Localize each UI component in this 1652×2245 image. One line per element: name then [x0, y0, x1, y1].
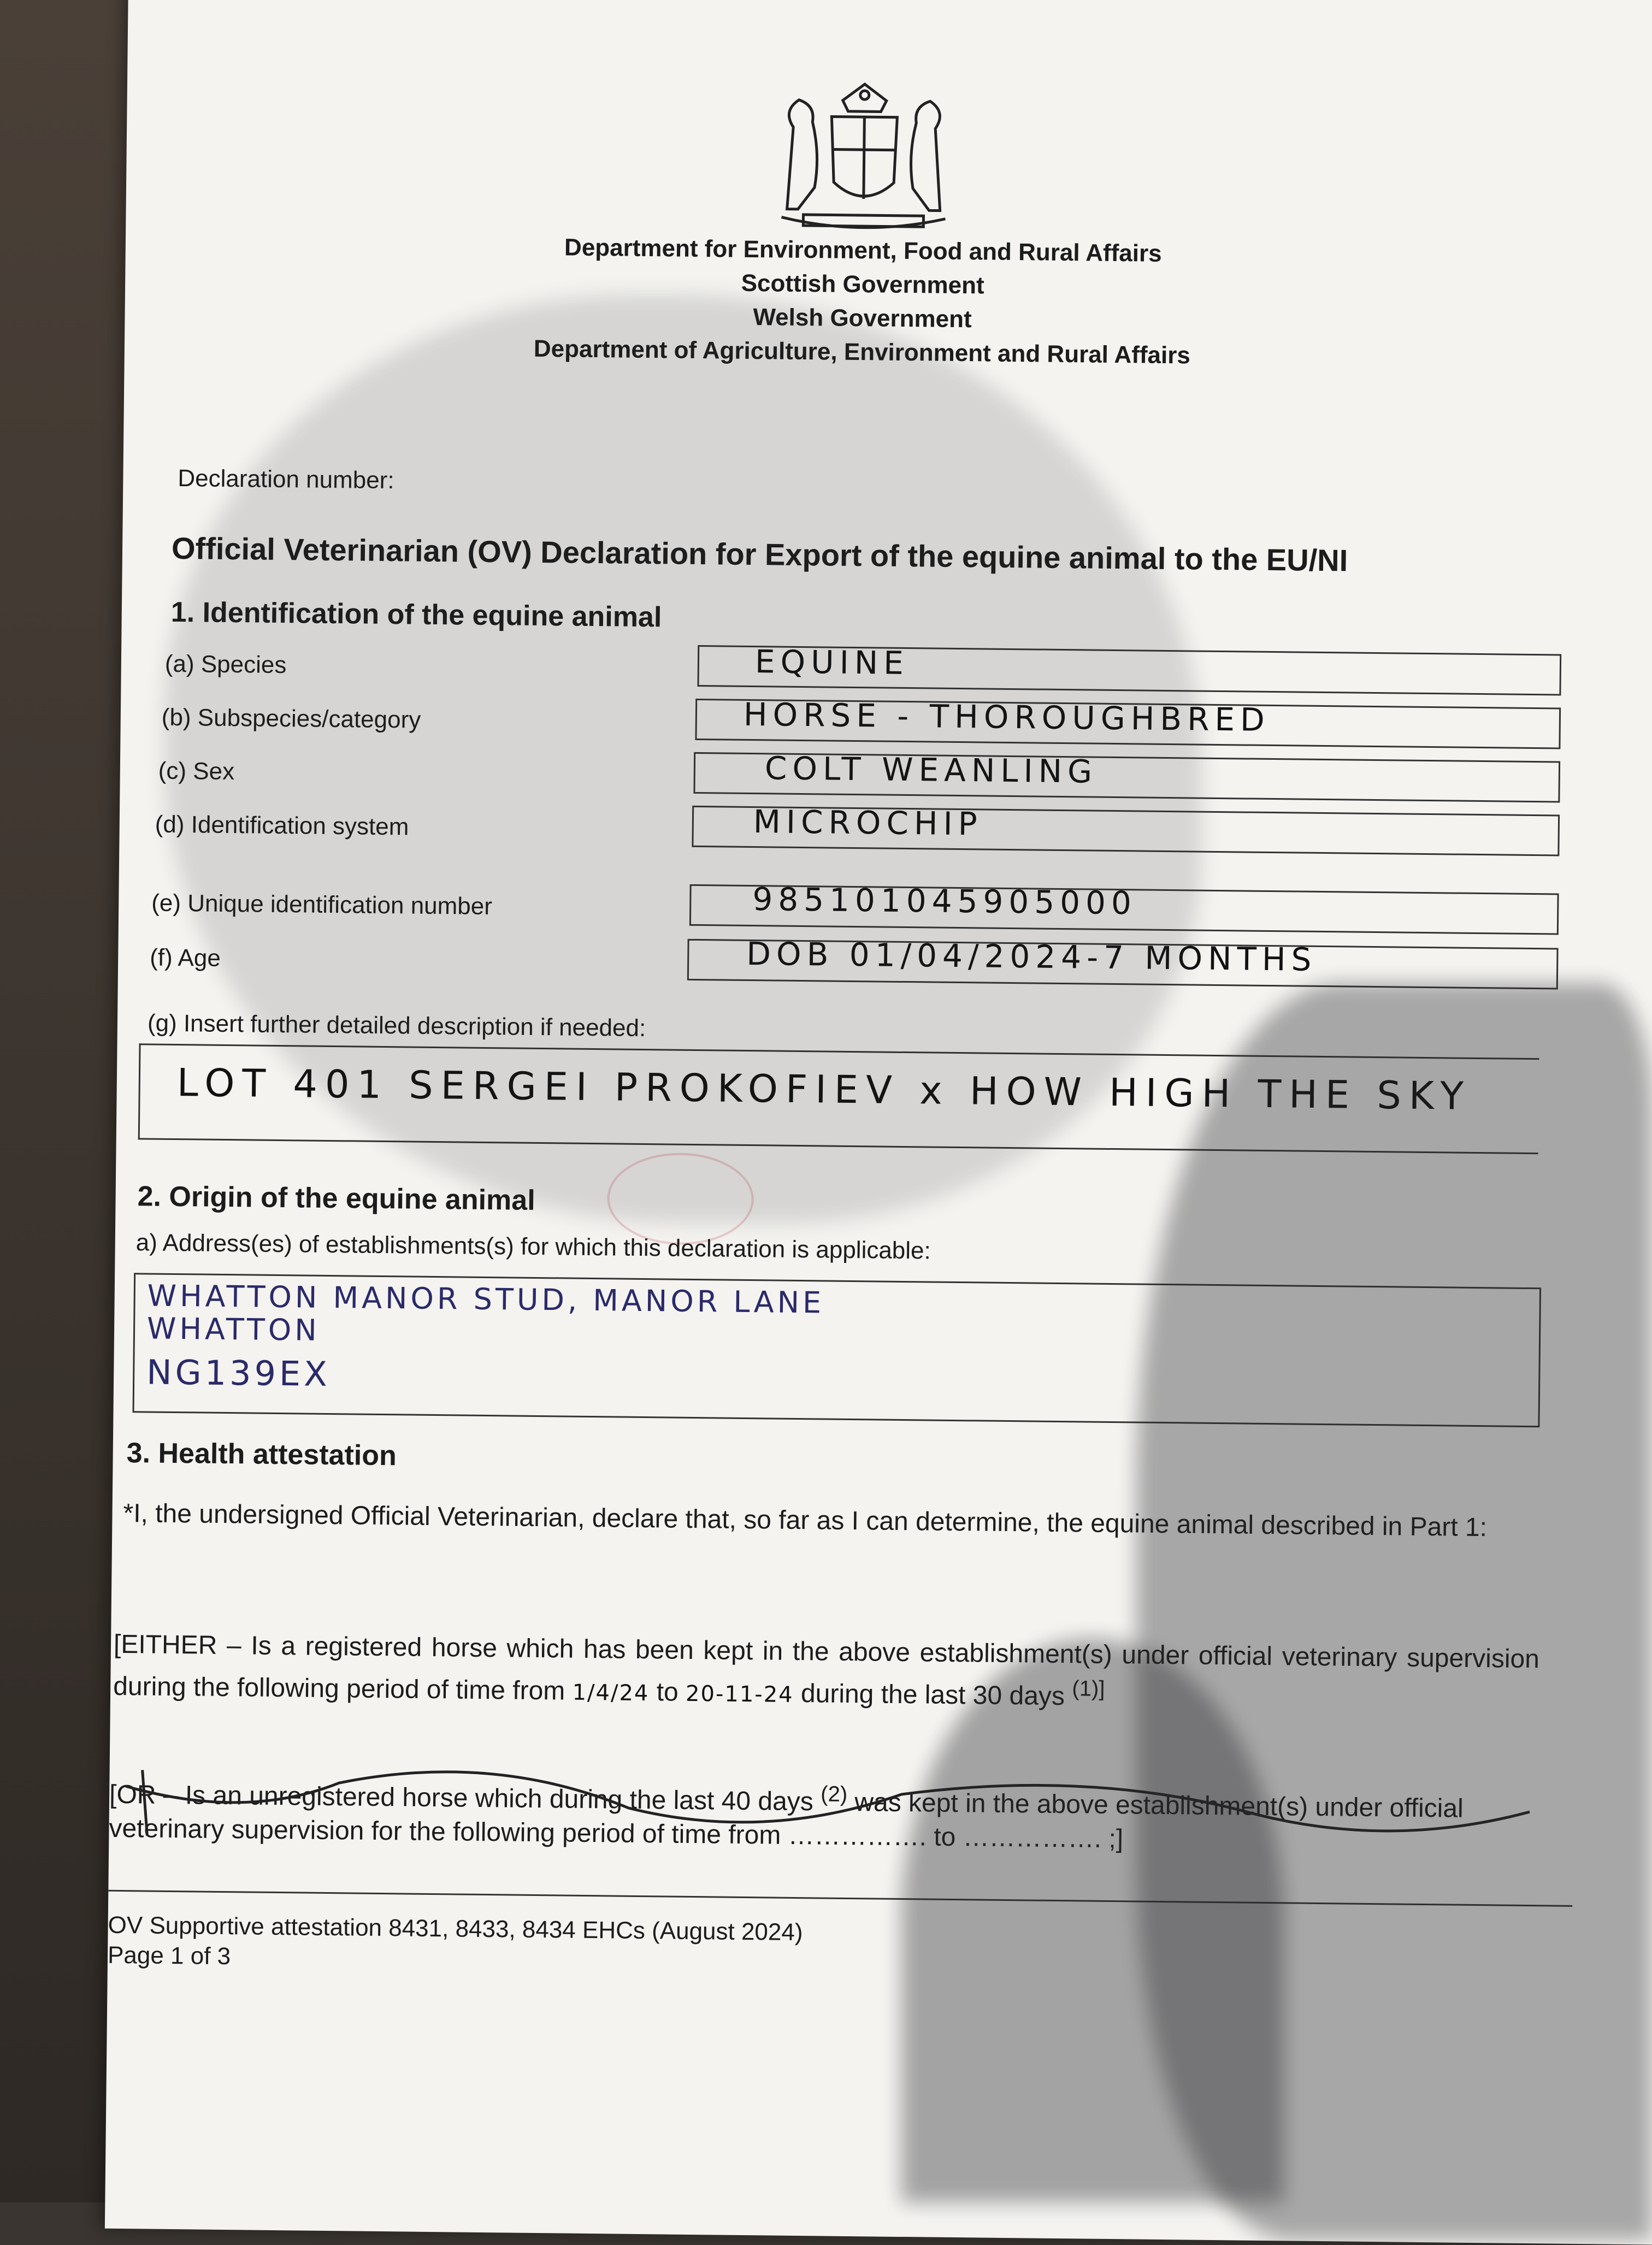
id-system-label: (d) Identification system: [155, 811, 409, 841]
address-line-2: WHATTON: [146, 1311, 321, 1348]
or-text-1: [OR – Is an unregistered horse which during the last 40 days: [109, 1780, 814, 1817]
either-from-date: 1/4/24: [572, 1680, 650, 1706]
or-end: ;]: [1108, 1824, 1124, 1854]
dept-line-3: Welsh Government: [753, 304, 972, 333]
either-footnote: (1)]: [1072, 1676, 1105, 1701]
sex-value: COLT WEANLING: [764, 749, 1098, 790]
royal-crest-icon: [759, 78, 969, 233]
or-text-2: was kept in the above establishment(s) under official veterinary supervision for the following period of time from: [109, 1788, 1464, 1850]
section-3-heading: 3. Health attestation: [126, 1437, 397, 1472]
description-value: LOT 401 SERGEI PROKOFIEV x HOW HIGH THE SKY: [176, 1060, 1472, 1119]
either-text-1: [EITHER – Is a registered horse which has been kept in the above establishment(s) under official veterinary supervision during the following period of time from: [113, 1629, 1540, 1706]
hand-shadow-upper: [161, 295, 1202, 1224]
age-label: (f) Age: [149, 944, 221, 972]
or-to-word: to: [934, 1822, 956, 1852]
declaration-number-label: Declaration number:: [178, 464, 394, 494]
address-line-3: NG139EX: [146, 1352, 331, 1395]
either-to-word: to: [656, 1677, 679, 1707]
subspecies-value: HORSE - THOROUGHBRED: [743, 695, 1271, 739]
species-value: EQUINE: [754, 643, 910, 682]
species-label: (a) Species: [164, 650, 287, 679]
either-to-date: 20-11-24: [685, 1681, 794, 1708]
phone-shadow-bottom: [901, 1639, 1284, 2202]
form-title: Official Veterinarian (OV) Declaration for Export of the equine animal to the EU/NI: [171, 530, 1348, 578]
or-footnote: (2): [821, 1782, 848, 1806]
footer-line-2: Page 1 of 3: [107, 1941, 231, 1970]
dept-line-4: Department of Agriculture, Environment and Rural Affairs: [533, 335, 1191, 369]
subspecies-label: (b) Subspecies/category: [161, 704, 421, 734]
either-text-2: during the last 30 days: [800, 1679, 1065, 1711]
sex-label: (c) Sex: [158, 757, 235, 785]
id-system-value: MICROCHIP: [753, 803, 983, 843]
section-1-heading: 1. Identification of the equine animal: [170, 596, 662, 634]
footer-line-1: OV Supportive attestation 8431, 8433, 8434 EHCs (August 2024): [108, 1911, 803, 1946]
address-label: a) Address(es) of establishments(s) for which this declaration is applicable:: [135, 1229, 931, 1265]
dept-line-1: Department for Environment, Food and Rural Affairs: [564, 234, 1162, 267]
dept-line-2: Scottish Government: [741, 269, 984, 299]
or-dots-2: …………….: [963, 1823, 1102, 1853]
or-dots-1: …………….: [788, 1821, 927, 1852]
description-label: (g) Insert further detailed description if needed:: [147, 1009, 646, 1042]
section-2-heading: 2. Origin of the equine animal: [137, 1180, 536, 1216]
address-line-1: WHATTON MANOR STUD, MANOR LANE: [147, 1278, 825, 1320]
uid-label: (e) Unique identification number: [151, 889, 493, 920]
uid-value: 985101045905000: [752, 881, 1137, 922]
health-intro: *I, the undersigned Official Veterinarian, declare that, so far as I can determine, the equine animal described in Part 1:: [123, 1499, 1488, 1543]
age-value: DOB 01/04/2024-7 MONTHS: [746, 935, 1317, 978]
